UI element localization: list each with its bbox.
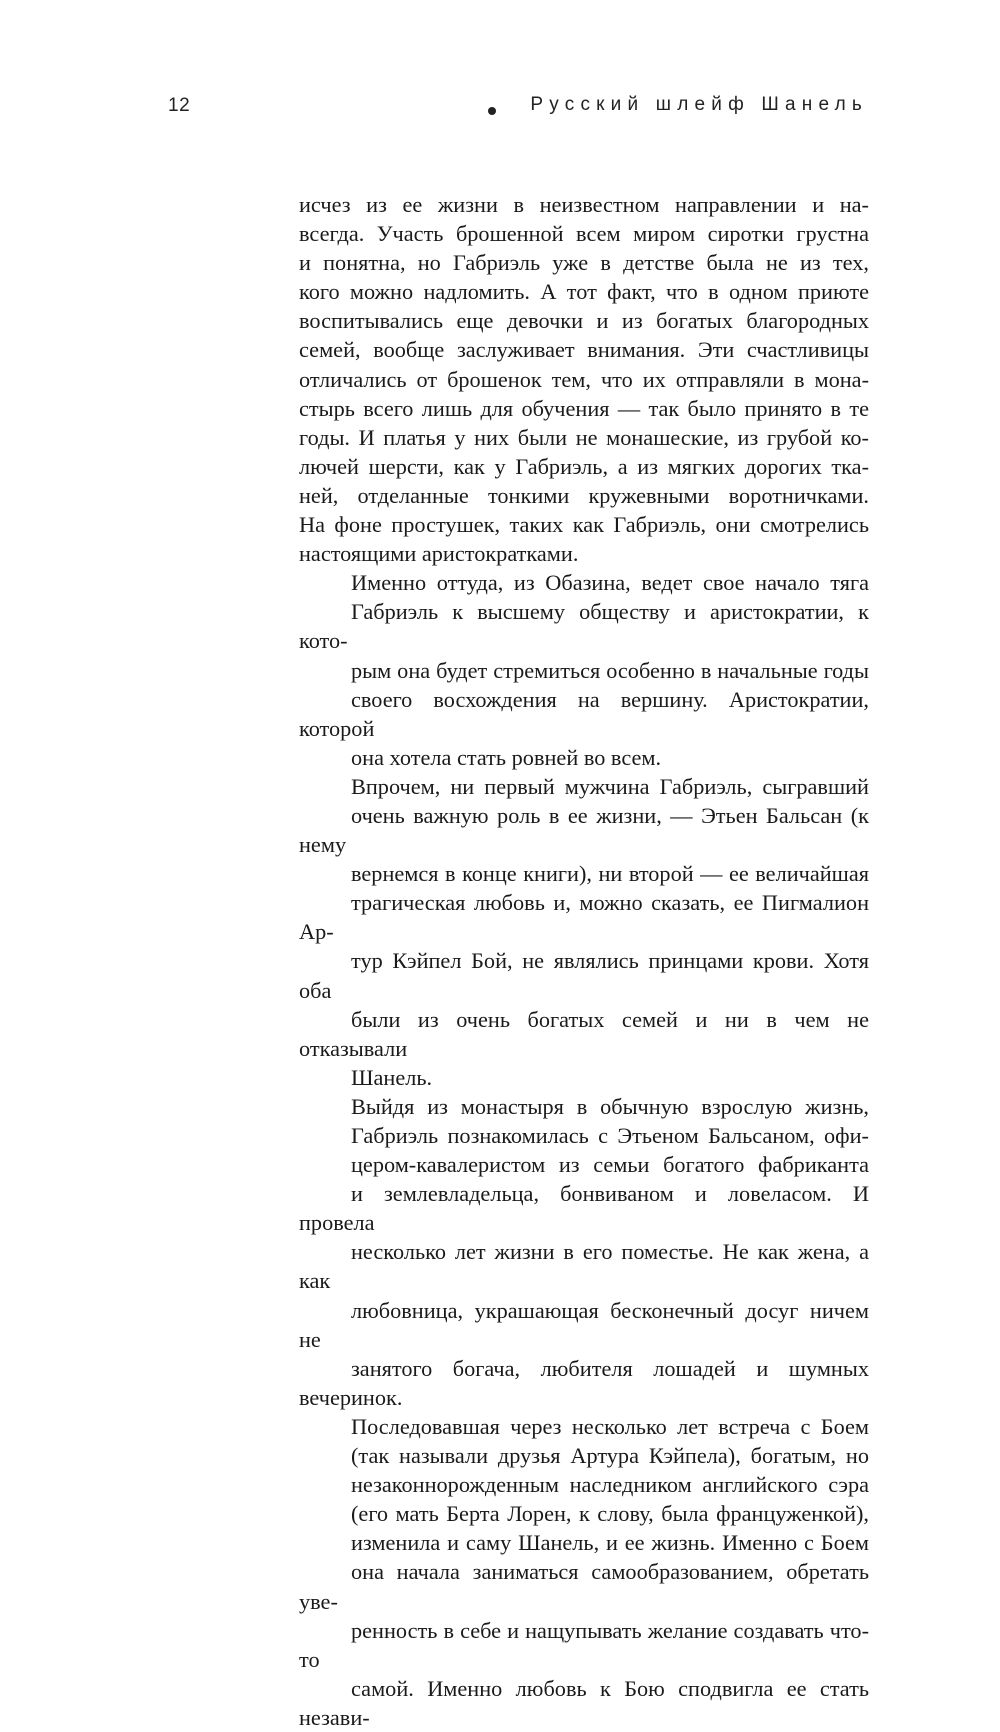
text-line: семей, вообще заслуживает внимания. Эти счастливицы — [299, 337, 869, 363]
text-line: кого можно надломить. А тот факт, что в одном приюте — [299, 279, 869, 305]
text-line: и землевладельца, бонвиваном и ловеласом. И провела — [299, 1181, 869, 1236]
text-line: самой. Именно любовь к Бою сподвигла ее стать незави- — [299, 1675, 869, 1730]
text-line: своего восхождения на вершину. Аристократии, которой — [299, 686, 869, 741]
text-line: годы. И платья у них были не монашеские, из грубой ко- — [299, 424, 869, 450]
text-line: воспитывались еще девочки и из богатых благородных — [299, 308, 869, 334]
running-title: Русский шлейф Шанель — [530, 94, 868, 115]
text-line: Последовавшая через несколько лет встреча с Боем — [351, 1413, 869, 1439]
text-line: ренность в себе и нащупывать желание создавать что-то — [299, 1617, 869, 1672]
paragraph — [299, 1092, 869, 1412]
text-line: Именно оттуда, из Обазина, ведет свое начало тяга — [351, 570, 869, 596]
text-line: На фоне простушек, таких как Габриэль, они смотрелись — [299, 512, 869, 538]
paragraph — [299, 772, 869, 1092]
text-line: ней, отделанные тонкими кружевными воротничками. — [299, 482, 869, 508]
text-line: и понятна, но Габриэль уже в детстве была не из тех, — [299, 250, 869, 276]
text-line: вернемся в конце книги), ни второй — ее величайшая — [351, 861, 869, 887]
text-line: стырь всего лишь для обучения — так было принято в те — [299, 395, 869, 421]
text-line: лючей шерсти, как у Габриэль, а из мягких дорогих тка- — [299, 453, 869, 479]
text-line: занятого богача, любителя лошадей и шумных вечеринок. — [299, 1355, 869, 1410]
text-line: она начала заниматься самообразованием, обретать уве- — [299, 1559, 869, 1614]
text-line: настоящими аристократками. — [299, 541, 579, 567]
text-line: она хотела стать ровней во всем. — [351, 744, 662, 770]
text-line: всегда. Участь брошенной всем миром сиротки грустна — [299, 221, 869, 247]
text-line: любовница, украшающая бесконечный досуг ничем не — [299, 1297, 869, 1352]
text-line: несколько лет жизни в его поместье. Не как жена, а как — [299, 1239, 869, 1294]
text-line: были из очень богатых семей и ни в чем не отказывали — [299, 1006, 869, 1061]
text-line: Габриэль познакомилась с Этьеном Бальсаном, офи- — [351, 1123, 869, 1148]
text-line: исчез из ее жизни в неизвестном направлении и на- — [299, 192, 869, 217]
paragraph — [299, 190, 869, 568]
paragraph — [299, 568, 869, 772]
text-line: изменила и саму Шанель, и ее жизнь. Именно с Боем — [351, 1530, 869, 1556]
text-line: рым она будет стремиться особенно в начальные годы — [351, 657, 869, 683]
body-text — [299, 190, 869, 1732]
text-line: отличались от брошенок тем, что их отправляли в мона- — [299, 366, 869, 392]
header-bullet-icon — [488, 107, 496, 115]
text-line: незаконнорожденным наследником английского сэра — [351, 1472, 869, 1498]
text-line: Выйдя из монастыря в обычную взрослую жизнь, — [351, 1093, 869, 1119]
text-line: трагическая любовь и, можно сказать, ее Пигмалион Ар- — [299, 890, 869, 945]
text-line: (так называли друзья Артура Кэйпела), богатым, но — [351, 1443, 869, 1469]
text-line: Шанель. — [351, 1064, 433, 1090]
page-number: 12 — [168, 95, 191, 116]
text-line: тур Кэйпел Бой, не являлись принцами крови. Хотя оба — [299, 948, 869, 1003]
text-line: Габриэль к высшему обществу и аристократии, к кото- — [299, 599, 869, 654]
text-line: (его мать Берта Лорен, к слову, была француженкой), — [351, 1501, 869, 1527]
paragraph — [299, 1412, 869, 1732]
text-line: цером-кавалеристом из семьи богатого фабриканта — [351, 1152, 869, 1178]
text-line: Впрочем, ни первый мужчина Габриэль, сыгравший — [351, 773, 869, 799]
text-line: очень важную роль в ее жизни, — Этьен Бальсан (к нему — [299, 802, 869, 858]
